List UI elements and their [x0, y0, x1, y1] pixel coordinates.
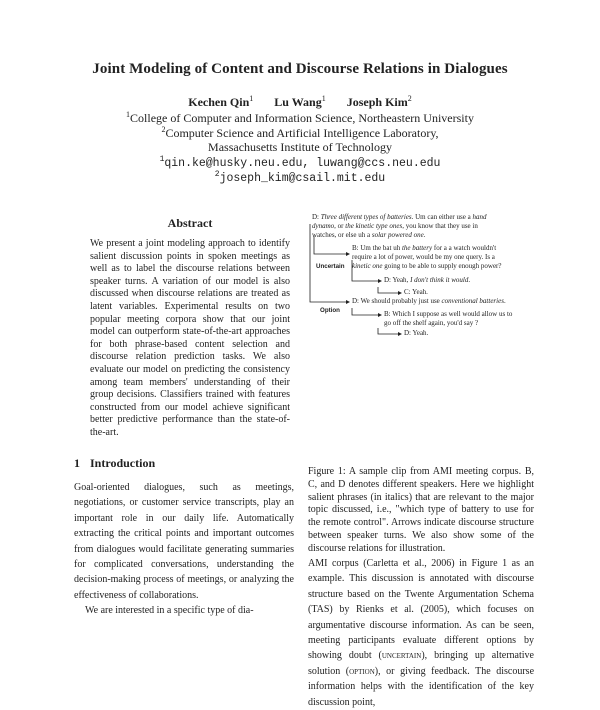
intro-paragraph-1: Goal-oriented dialogues, such as meetings, negotiations, or customer service transcripts, play an important role in our daily life. Automatically extracting the critical points and important outcomes from dialogues would facilitate generating summaries for complicated conversations, understanding the decision-making process of meetings, or analyzing the effectiveness of collaborations.: [74, 482, 294, 601]
arrowhead-b2: [378, 313, 382, 317]
turn-d4: D: Yeah.: [404, 329, 429, 337]
turn-b2-line2: go off the shelf again, you'd say ?: [384, 319, 479, 327]
affiliation-2-line1: $^2$Computer Science and Artificial Intelligence Laboratory,: [161, 125, 439, 140]
introduction-body: [74, 480, 294, 619]
author-list: [0, 94, 600, 110]
email-line-1: $^1$qin.ke@husky.neu.edu, luwang@ccs.neu.edu: [159, 155, 441, 170]
figure-1: [308, 210, 534, 450]
author-1: Kechen Qin$^1$: [188, 94, 254, 109]
arrowhead-d2: [378, 279, 382, 283]
arrow-b2-d4: [378, 328, 398, 334]
turn-d1-line3: watches, or else uh a solar powered one.: [312, 231, 426, 239]
arrow-d2-c1: [378, 287, 398, 293]
turn-d1-line2: dynamo, or the kinetic type ones, you know that they use in: [312, 222, 478, 230]
arrowhead-b1: [346, 252, 350, 256]
turn-b1-line2: require a lot of power, would be my one query. Is a: [352, 253, 495, 261]
email-line-2: $^2$joseph_kim@csail.mit.edu: [214, 170, 386, 185]
abstract-heading: Abstract: [167, 216, 213, 230]
label-option: Option: [320, 307, 340, 314]
turn-b1-line1: B: Um the bat uh the battery for a a watch wouldn't: [352, 244, 497, 252]
turn-b1-line3: kinetic one going to be able to supply enough power?: [352, 262, 502, 270]
abstract-body: We present a joint modeling approach to identify salient discussion points in spoken meetings as well as to label the discourse relations between speaker turns. A variation of our model is also discussed when discourse relations are treated as latent variables. Experimental results on two popular meeting corpora show that our joint model can outperform state-of-the-art approaches for both phrase-based content selection and discourse relation prediction tasks. We also evaluate our model on predicting the consistency among team members' understanding of their group decisions. Classifiers trained with features constructed from our model achieve significant better predictive performance than the state-of-the-art.: [90, 238, 290, 438]
turn-d2: D: Yeah, I don't think it would.: [384, 276, 471, 284]
intro-paragraph-2: We are interested in a specific type of dia-: [85, 605, 254, 617]
turn-d1-line1: D: Three different types of batteries. Um can either use a hand: [312, 213, 487, 221]
turn-c1: C: Yeah.: [404, 288, 428, 296]
figure-1-caption: Figure 1: A sample clip from AMI meeting corpus. B, C, and D denotes different speakers. Here we highlight salient phrases (in italics) that are relevant to the major topic discussed, i.e., "which type of battery to use for the remote control". Arrows indicate discourse structure between speaker turns. We also show some of the discourse relations for illustration.: [308, 466, 534, 554]
paper-title: Joint Modeling of Content and Discourse Relations in Dialogues: [92, 61, 508, 77]
arrowhead-d3: [346, 300, 350, 304]
arrowhead-d4: [398, 332, 402, 336]
label-uncertain: Uncertain: [316, 263, 345, 270]
arrow-d3-b2: [352, 308, 378, 315]
author-2: Lu Wang$^1$: [274, 94, 326, 109]
affiliation-1: $^1$College of Computer and Information Science, Northeastern University: [126, 110, 474, 125]
affiliation-2-line2: Massachusetts Institute of Technology: [208, 140, 392, 154]
right-column-body: AMI corpus (Carletta et al., 2006) in Figure 1 as an example. This discussion is annotated with discourse structure based on the Twente Argumentation Schema (TAS) by Rienks et al. (2005), which focuses on argumentative discourse information. As can be seen, meeting participants evaluate different options by showing doubt (uncertain), bringing up alternative solution (option), or giving feedback. The discourse information helps with the identification of the key discussion point,: [308, 558, 535, 708]
turn-d3: D: We should probably just use conventional batteries.: [352, 297, 506, 305]
section-heading-introduction: 1 Introduction: [74, 456, 156, 470]
turn-b2-line1: B: Which I suppose as well would allow us to: [384, 310, 513, 318]
arrowhead-c1: [398, 291, 402, 295]
author-3: Joseph Kim$^2$: [346, 94, 412, 109]
